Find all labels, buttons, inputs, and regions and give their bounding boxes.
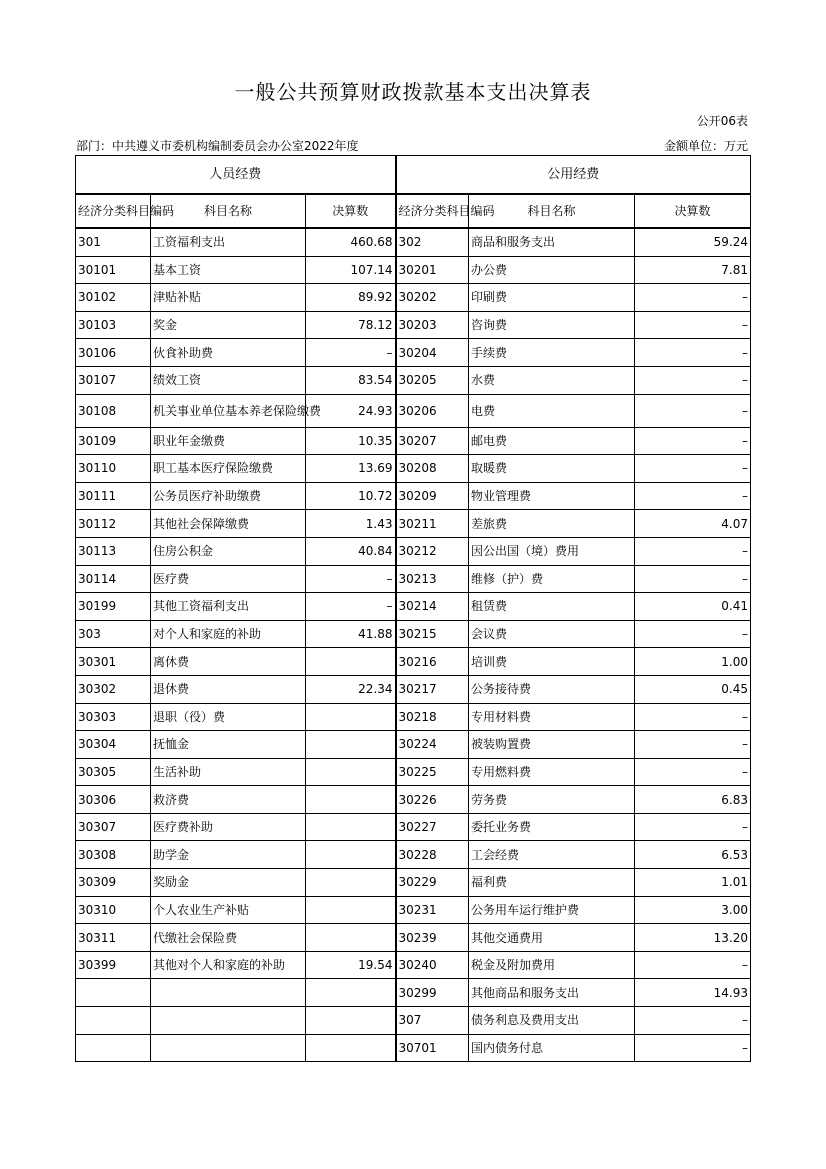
right-code-cell: 302 <box>396 228 469 256</box>
right-name-cell: 培训费 <box>469 648 635 676</box>
right-code-cell: 30218 <box>396 703 469 731</box>
left-amount-header: 决算数 <box>306 194 396 228</box>
left-code-cell: 30102 <box>76 284 151 312</box>
table-row <box>76 537 751 565</box>
left-name-cell: 绩效工资 <box>151 366 306 394</box>
left-amount-cell: – <box>306 593 396 621</box>
right-name-cell: 税金及附加费用 <box>469 951 635 979</box>
table-row <box>76 675 751 703</box>
right-code-cell: 30225 <box>396 758 469 786</box>
right-amount-cell: 14.93 <box>635 979 751 1007</box>
right-code-cell: 30228 <box>396 841 469 869</box>
table-row <box>76 731 751 759</box>
left-name-cell <box>151 1034 306 1062</box>
department-label: 部门：中共遵义市委机构编制委员会办公室2022年度 <box>76 139 359 153</box>
right-code-cell: 30212 <box>396 537 469 565</box>
left-amount-cell: 78.12 <box>306 311 396 339</box>
right-amount-header: 决算数 <box>635 194 751 228</box>
left-amount-cell: 41.88 <box>306 620 396 648</box>
left-amount-cell <box>306 869 396 897</box>
table-row <box>76 758 751 786</box>
right-name-cell: 工会经费 <box>469 841 635 869</box>
table-row <box>76 593 751 621</box>
right-amount-cell: 6.53 <box>635 841 751 869</box>
table-row <box>76 924 751 952</box>
right-name-cell: 劳务费 <box>469 786 635 814</box>
right-code-cell: 30201 <box>396 256 469 284</box>
right-code-cell: 30240 <box>396 951 469 979</box>
group-header-row <box>76 156 751 195</box>
table-row <box>76 427 751 455</box>
left-code-cell: 30303 <box>76 703 151 731</box>
left-amount-cell <box>306 758 396 786</box>
right-name-cell: 公务用车运行维护费 <box>469 896 635 924</box>
left-code-cell: 301 <box>76 228 151 256</box>
table-row <box>76 979 751 1007</box>
table-row <box>76 284 751 312</box>
left-name-cell <box>151 979 306 1007</box>
left-name-cell: 对个人和家庭的补助 <box>151 620 306 648</box>
right-name-cell: 会议费 <box>469 620 635 648</box>
left-code-cell: 30306 <box>76 786 151 814</box>
left-code-cell <box>76 979 151 1007</box>
left-name-cell: 医疗费 <box>151 565 306 593</box>
left-name-cell: 个人农业生产补贴 <box>151 896 306 924</box>
left-amount-cell <box>306 703 396 731</box>
left-code-cell: 30305 <box>76 758 151 786</box>
left-amount-cell: – <box>306 339 396 367</box>
left-name-cell: 退休费 <box>151 675 306 703</box>
right-name-cell: 租赁费 <box>469 593 635 621</box>
left-code-cell: 30106 <box>76 339 151 367</box>
right-amount-cell: – <box>635 1007 751 1035</box>
right-amount-cell: 1.01 <box>635 869 751 897</box>
right-amount-cell: – <box>635 366 751 394</box>
table-row <box>76 482 751 510</box>
right-amount-cell: – <box>635 620 751 648</box>
form-number: 公开06表 <box>696 114 748 128</box>
right-code-cell: 30299 <box>396 979 469 1007</box>
left-amount-cell <box>306 1007 396 1035</box>
right-amount-cell: 59.24 <box>635 228 751 256</box>
table-row <box>76 703 751 731</box>
right-name-header: 科目名称 <box>469 194 635 228</box>
left-name-cell: 其他社会保障缴费 <box>151 510 306 538</box>
right-name-cell: 咨询费 <box>469 311 635 339</box>
table-row <box>76 951 751 979</box>
right-name-cell: 其他商品和服务支出 <box>469 979 635 1007</box>
left-amount-cell <box>306 648 396 676</box>
table-row <box>76 896 751 924</box>
right-name-cell: 国内债务付息 <box>469 1034 635 1062</box>
right-name-cell: 其他交通费用 <box>469 924 635 952</box>
table-row <box>76 311 751 339</box>
left-name-header: 科目名称 <box>151 194 306 228</box>
left-code-cell: 30307 <box>76 813 151 841</box>
right-code-cell: 30215 <box>396 620 469 648</box>
right-code-cell: 30204 <box>396 339 469 367</box>
left-name-cell: 工资福利支出 <box>151 228 306 256</box>
left-amount-cell <box>306 786 396 814</box>
right-amount-cell: – <box>635 951 751 979</box>
table-row <box>76 869 751 897</box>
left-code-cell: 30111 <box>76 482 151 510</box>
left-name-cell: 伙食补助费 <box>151 339 306 367</box>
table-row <box>76 366 751 394</box>
right-amount-cell: – <box>635 703 751 731</box>
right-amount-cell: 1.00 <box>635 648 751 676</box>
left-code-cell: 30113 <box>76 537 151 565</box>
right-amount-cell: 6.83 <box>635 786 751 814</box>
right-code-cell: 30211 <box>396 510 469 538</box>
right-code-cell: 30227 <box>396 813 469 841</box>
left-code-cell: 30310 <box>76 896 151 924</box>
left-code-cell: 30101 <box>76 256 151 284</box>
table-row <box>76 648 751 676</box>
right-code-cell: 30207 <box>396 427 469 455</box>
right-code-cell: 30213 <box>396 565 469 593</box>
left-name-cell: 职工基本医疗保险缴费 <box>151 455 306 483</box>
table-row <box>76 510 751 538</box>
left-name-cell: 离休费 <box>151 648 306 676</box>
right-code-cell: 30226 <box>396 786 469 814</box>
table-row <box>76 786 751 814</box>
left-amount-cell <box>306 731 396 759</box>
page-title: 一般公共预算财政拨款基本支出决算表 <box>234 80 592 104</box>
left-code-cell: 30309 <box>76 869 151 897</box>
left-code-cell: 30399 <box>76 951 151 979</box>
left-amount-cell <box>306 1034 396 1062</box>
left-code-cell: 303 <box>76 620 151 648</box>
right-code-cell: 30224 <box>396 731 469 759</box>
left-code-cell: 30103 <box>76 311 151 339</box>
right-code-header: 经济分类科目编码 <box>396 194 469 228</box>
right-amount-cell: – <box>635 537 751 565</box>
right-amount-cell: – <box>635 455 751 483</box>
right-code-cell: 30205 <box>396 366 469 394</box>
right-name-cell: 专用燃料费 <box>469 758 635 786</box>
left-code-cell: 30311 <box>76 924 151 952</box>
left-code-cell: 30108 <box>76 394 151 427</box>
table-row <box>76 339 751 367</box>
right-code-cell: 30217 <box>396 675 469 703</box>
right-name-cell: 商品和服务支出 <box>469 228 635 256</box>
right-name-cell: 委托业务费 <box>469 813 635 841</box>
right-name-cell: 印刷费 <box>469 284 635 312</box>
left-code-cell: 30112 <box>76 510 151 538</box>
right-amount-cell: – <box>635 565 751 593</box>
left-name-cell: 职业年金缴费 <box>151 427 306 455</box>
right-amount-cell: 13.20 <box>635 924 751 952</box>
left-name-cell: 抚恤金 <box>151 731 306 759</box>
left-amount-cell: 24.93 <box>306 394 396 427</box>
left-amount-cell <box>306 979 396 1007</box>
right-code-cell: 30216 <box>396 648 469 676</box>
left-name-cell: 其他工资福利支出 <box>151 593 306 621</box>
left-amount-cell: 10.72 <box>306 482 396 510</box>
right-name-cell: 办公费 <box>469 256 635 284</box>
left-name-cell: 奖励金 <box>151 869 306 897</box>
left-code-cell: 30308 <box>76 841 151 869</box>
right-amount-cell: – <box>635 731 751 759</box>
left-code-cell: 30107 <box>76 366 151 394</box>
left-amount-cell <box>306 924 396 952</box>
left-code-cell <box>76 1007 151 1035</box>
right-name-cell: 物业管理费 <box>469 482 635 510</box>
left-name-cell: 助学金 <box>151 841 306 869</box>
left-code-header: 经济分类科目编码 <box>76 194 151 228</box>
left-name-cell: 机关事业单位基本养老保险缴费 <box>151 394 306 427</box>
left-code-cell: 30110 <box>76 455 151 483</box>
right-amount-cell: 0.41 <box>635 593 751 621</box>
right-amount-cell: 0.45 <box>635 675 751 703</box>
left-name-cell: 奖金 <box>151 311 306 339</box>
table-row <box>76 256 751 284</box>
right-amount-cell: 7.81 <box>635 256 751 284</box>
personnel-expense-header: 人员经费 <box>76 156 396 195</box>
table-row <box>76 565 751 593</box>
left-name-cell: 医疗费补助 <box>151 813 306 841</box>
right-code-cell: 30203 <box>396 311 469 339</box>
left-name-cell: 代缴社会保险费 <box>151 924 306 952</box>
right-code-cell: 307 <box>396 1007 469 1035</box>
right-amount-cell: – <box>635 311 751 339</box>
right-amount-cell: – <box>635 394 751 427</box>
right-amount-cell: – <box>635 1034 751 1062</box>
left-name-cell: 救济费 <box>151 786 306 814</box>
left-code-cell: 30302 <box>76 675 151 703</box>
table-row <box>76 813 751 841</box>
left-amount-cell: 1.43 <box>306 510 396 538</box>
left-amount-cell: 13.69 <box>306 455 396 483</box>
right-code-cell: 30202 <box>396 284 469 312</box>
right-code-cell: 30231 <box>396 896 469 924</box>
left-name-cell: 津贴补贴 <box>151 284 306 312</box>
right-amount-cell: – <box>635 758 751 786</box>
table-row <box>76 228 751 256</box>
table-row <box>76 620 751 648</box>
left-name-cell: 住房公积金 <box>151 537 306 565</box>
right-code-cell: 30206 <box>396 394 469 427</box>
right-code-cell: 30209 <box>396 482 469 510</box>
right-code-cell: 30239 <box>396 924 469 952</box>
left-amount-cell: – <box>306 565 396 593</box>
right-name-cell: 因公出国（境）费用 <box>469 537 635 565</box>
table-row <box>76 394 751 427</box>
right-code-cell: 30214 <box>396 593 469 621</box>
right-name-cell: 差旅费 <box>469 510 635 538</box>
right-name-cell: 水费 <box>469 366 635 394</box>
right-name-cell: 手续费 <box>469 339 635 367</box>
column-header-row <box>76 194 751 228</box>
left-code-cell <box>76 1034 151 1062</box>
table-row <box>76 455 751 483</box>
left-amount-cell <box>306 896 396 924</box>
left-code-cell: 30199 <box>76 593 151 621</box>
expenditure-table <box>75 155 751 1062</box>
left-amount-cell <box>306 813 396 841</box>
left-amount-cell: 10.35 <box>306 427 396 455</box>
table-row <box>76 841 751 869</box>
right-name-cell: 邮电费 <box>469 427 635 455</box>
right-name-cell: 维修（护）费 <box>469 565 635 593</box>
right-amount-cell: – <box>635 427 751 455</box>
left-code-cell: 30114 <box>76 565 151 593</box>
left-amount-cell: 40.84 <box>306 537 396 565</box>
public-expense-header: 公用经费 <box>396 156 751 195</box>
right-amount-cell: – <box>635 339 751 367</box>
left-amount-cell: 460.68 <box>306 228 396 256</box>
left-code-cell: 30301 <box>76 648 151 676</box>
right-name-cell: 被装购置费 <box>469 731 635 759</box>
table-row <box>76 1034 751 1062</box>
right-code-cell: 30229 <box>396 869 469 897</box>
left-amount-cell: 19.54 <box>306 951 396 979</box>
left-amount-cell: 83.54 <box>306 366 396 394</box>
left-name-cell: 退职（役）费 <box>151 703 306 731</box>
left-amount-cell: 107.14 <box>306 256 396 284</box>
right-name-cell: 专用材料费 <box>469 703 635 731</box>
right-code-cell: 30208 <box>396 455 469 483</box>
right-name-cell: 公务接待费 <box>469 675 635 703</box>
right-amount-cell: – <box>635 284 751 312</box>
right-amount-cell: 3.00 <box>635 896 751 924</box>
left-amount-cell: 22.34 <box>306 675 396 703</box>
right-amount-cell: – <box>635 482 751 510</box>
right-code-cell: 30701 <box>396 1034 469 1062</box>
left-code-cell: 30304 <box>76 731 151 759</box>
table-row <box>76 1007 751 1035</box>
left-name-cell <box>151 1007 306 1035</box>
right-name-cell: 取暖费 <box>469 455 635 483</box>
left-name-cell: 生活补助 <box>151 758 306 786</box>
right-name-cell: 福利费 <box>469 869 635 897</box>
right-name-cell: 电费 <box>469 394 635 427</box>
right-name-cell: 债务利息及费用支出 <box>469 1007 635 1035</box>
left-name-cell: 其他对个人和家庭的补助 <box>151 951 306 979</box>
left-name-cell: 基本工资 <box>151 256 306 284</box>
right-amount-cell: – <box>635 813 751 841</box>
right-amount-cell: 4.07 <box>635 510 751 538</box>
amount-unit-label: 金额单位：万元 <box>663 139 748 153</box>
left-amount-cell: 89.92 <box>306 284 396 312</box>
left-amount-cell <box>306 841 396 869</box>
left-code-cell: 30109 <box>76 427 151 455</box>
left-name-cell: 公务员医疗补助缴费 <box>151 482 306 510</box>
